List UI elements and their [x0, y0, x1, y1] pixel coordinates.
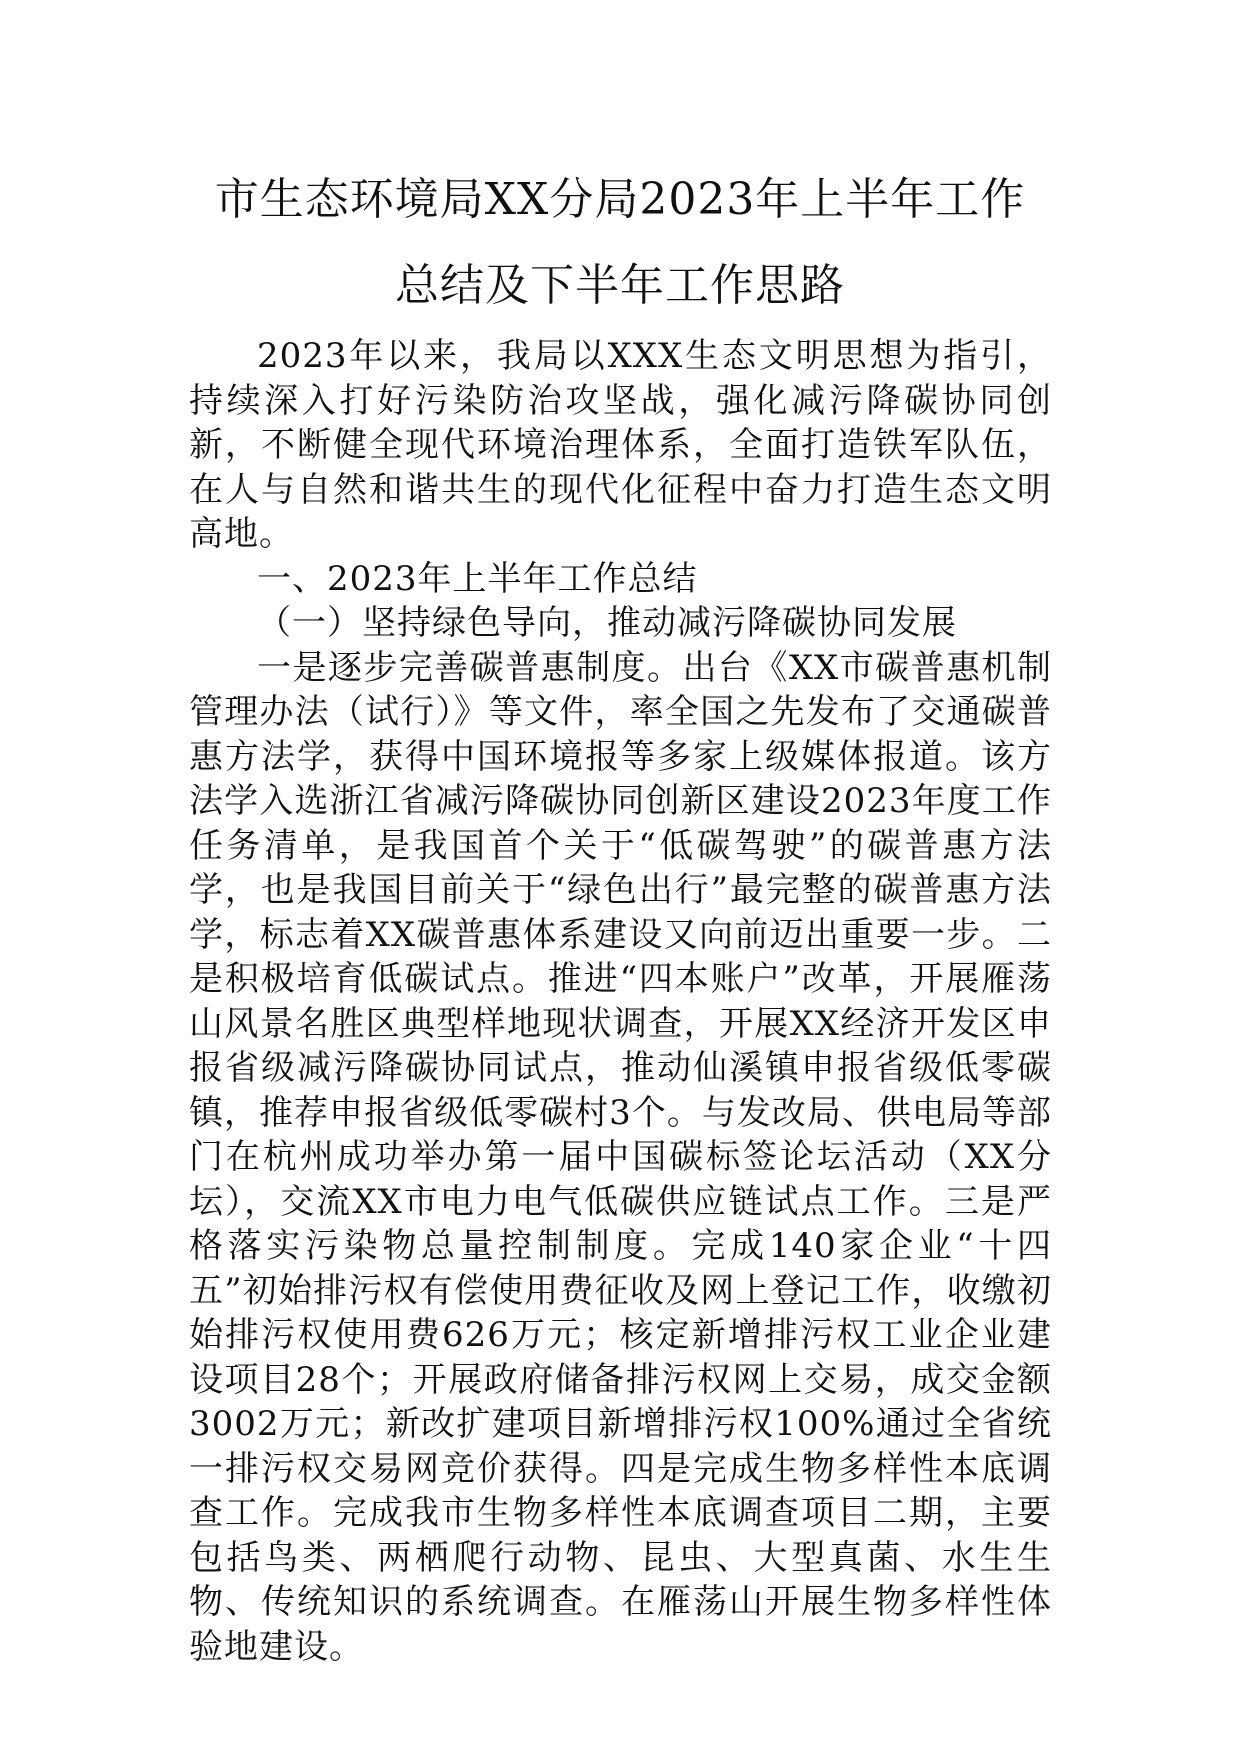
document-body: [189, 334, 1052, 1669]
section-heading: 一、2023年上半年工作总结: [257, 558, 698, 599]
subsection-heading: （一）坚持绿色导向，推动减污降碳协同发展: [257, 603, 957, 643]
body-paragraph: 一是逐步完善碳普惠制度。出台《XX市碳普惠机制管理办法（试行）》等文件，率全国之先发布了交通碳普惠方法学，获得中国环境报等多家上级媒体报道。该方法学入选浙江省减污降碳协同创新区建设2023年度工作任务清单，是我国首个关于“低碳驾驶”的碳普惠方法学，也是我国目前关于“绿色出行”最完整的碳普惠方法学，标志着XX碳普惠体系建设又向前迈出重要一步。二是积极培育低碳试点。推进“四本账户”改革，开展雁荡山风景名胜区典型样地现状调查，开展XX经济开发区申报省级减污降碳协同试点，推动仙溪镇申报省级低零碳镇，推荐申报省级低零碳村3个。与发改局、供电局等部门在杭州成功举办第一届中国碳标签论坛活动（XX分坛），交流XX市电力电气低碳供应链试点工作。三是严格落实污染物总量控制制度。完成140家企业“十四五”初始排污权有偿使用费征收及网上登记工作，收缴初始排污权使用费626万元；核定新增排污权工业企业建设项目28个；开展政府储备排污权网上交易，成交金额3002万元；新改扩建项目新增排污权100%通过全省统一排污权交易网竞价获得。四是完成生物多样性本底调查工作。完成我市生物多样性本底调查项目二期，主要包括鸟类、两栖爬行动物、昆虫、大型真菌、水生生物、传统知识的系统调查。在雁荡山开展生物多样性体验地建设。: [189, 647, 1052, 1667]
document-title-line-2: 总结及下半年工作思路: [395, 260, 845, 311]
document-title-line-1: 市生态环境局XX分局2023年上半年工作: [214, 174, 1026, 225]
intro-paragraph: 2023年以来，我局以XXX生态文明思想为指引，持续深入打好污染防治攻坚战，强化减污降碳协同创新，不断健全现代环境治理体系，全面打造铁军队伍，在人与自然和谐共生的现代化征程中奋力打造生态文明高地。: [189, 336, 1052, 554]
